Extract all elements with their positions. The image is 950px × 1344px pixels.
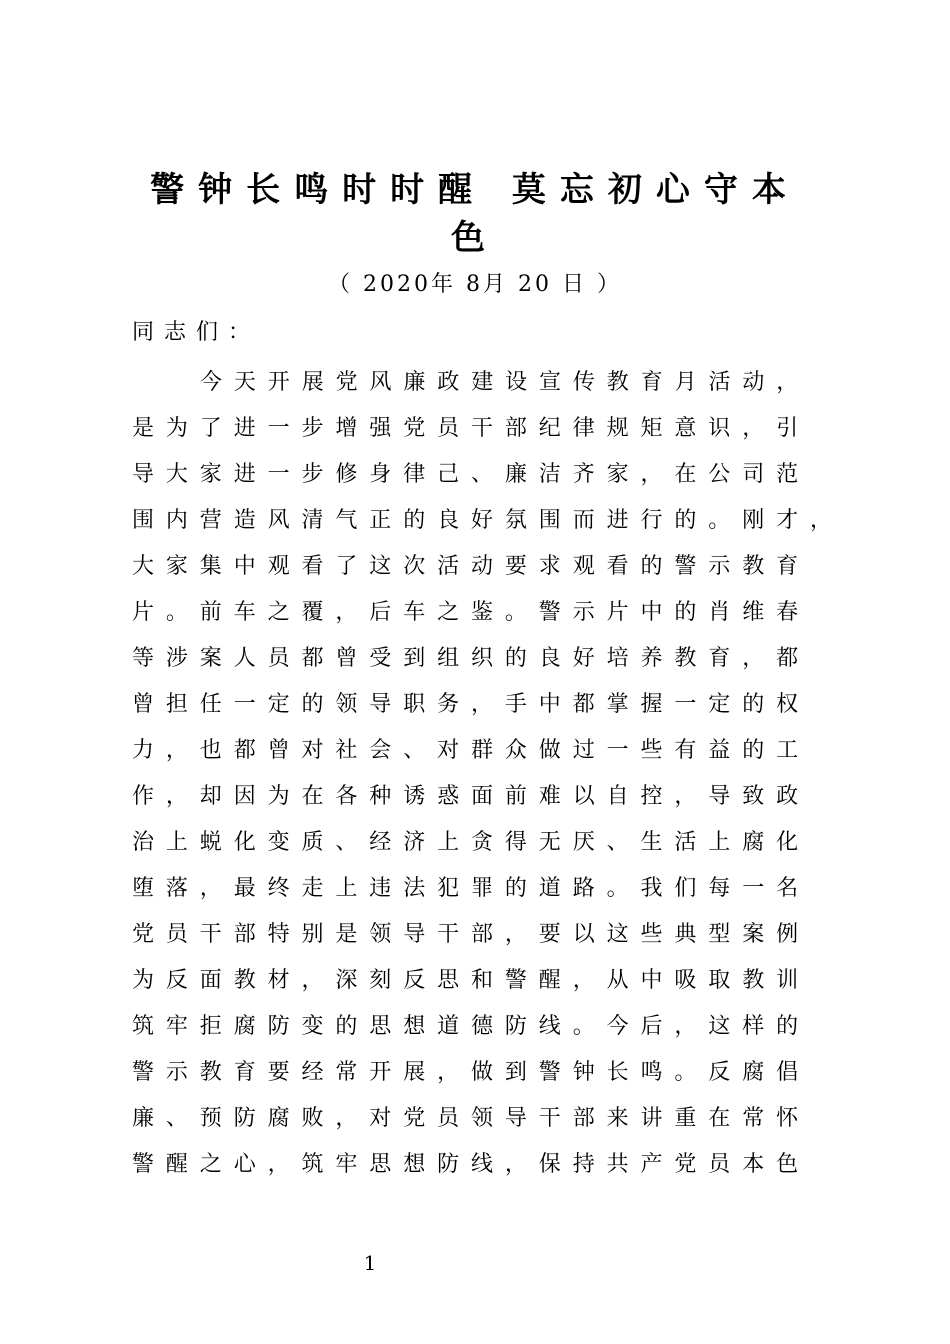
- body-line: 导大家进一步修身律己、廉洁齐家，在公司范: [132, 462, 811, 487]
- body-line: 曾担任一定的领导职务，手中都掌握一定的权: [132, 692, 811, 717]
- document-title-line-1: 警钟长鸣时时醒 莫忘初心守本: [150, 170, 800, 210]
- body-line: 围内营造风清气正的良好氛围而进行的。刚才，: [132, 508, 844, 533]
- body-line: 为反面教材，深刻反思和警醒，从中吸取教训: [132, 968, 811, 993]
- body-text: [132, 360, 844, 1188]
- document-date: （ 2020年 8月 20 日 ）: [328, 272, 622, 297]
- body-line: 廉、预防腐败，对党员领导干部来讲重在常怀: [132, 1106, 811, 1131]
- body-line: 堕落，最终走上违法犯罪的道路。我们每一名: [132, 876, 811, 901]
- body-line: 是为了进一步增强党员干部纪律规矩意识，引: [132, 416, 811, 441]
- body-line: 警醒之心，筑牢思想防线，保持共产党员本色: [132, 1152, 811, 1177]
- body-line: 等涉案人员都曾受到组织的良好培养教育，都: [132, 646, 811, 671]
- body-line: 党员干部特别是领导干部，要以这些典型案例: [132, 922, 811, 947]
- body-line: 大家集中观看了这次活动要求观看的警示教育: [132, 554, 811, 579]
- body-line: 筑牢拒腐防变的思想道德防线。今后，这样的: [132, 1014, 811, 1039]
- body-line: 警示教育要经常开展，做到警钟长鸣。反腐倡: [132, 1060, 811, 1085]
- body-line: 力，也都曾对社会、对群众做过一些有益的工: [132, 738, 811, 763]
- body-line: 今天开展党风廉政建设宣传教育月活动，: [200, 370, 811, 395]
- body-line: 作，却因为在各种诱惑面前难以自控，导致政: [132, 784, 811, 809]
- salutation: 同志们：: [132, 320, 261, 345]
- body-line: 片。前车之覆，后车之鉴。警示片中的肖维春: [132, 600, 811, 625]
- body-line: 治上蜕化变质、经济上贪得无厌、生活上腐化: [132, 830, 811, 855]
- page-number: 1: [363, 1251, 377, 1275]
- document-title-line-2: 色: [451, 218, 499, 258]
